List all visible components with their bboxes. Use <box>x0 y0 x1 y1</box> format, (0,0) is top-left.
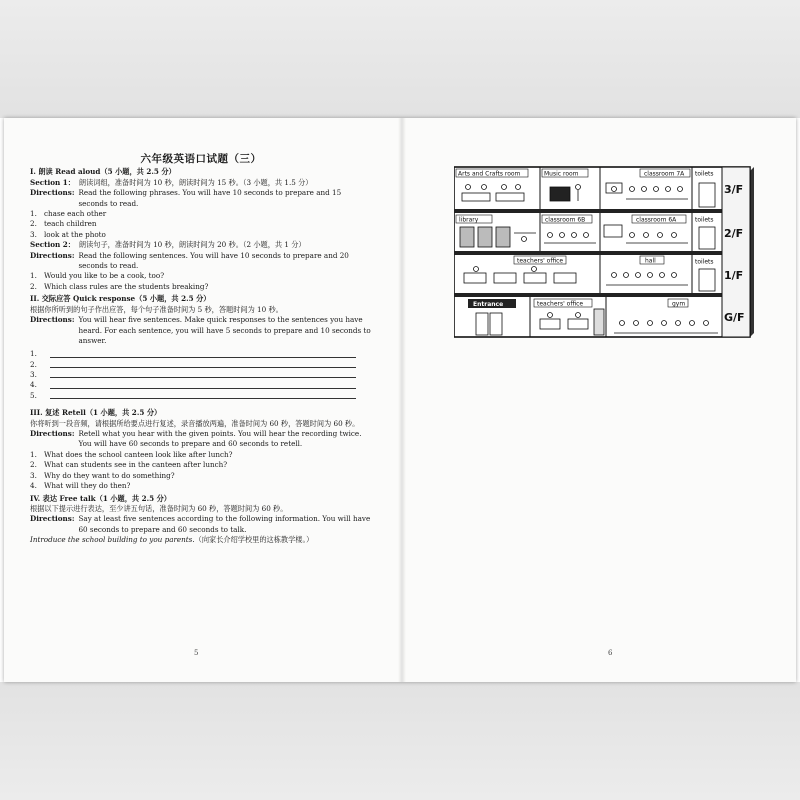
list-item <box>30 450 372 460</box>
answer-line[interactable] <box>30 380 372 390</box>
item-number: 1. <box>30 209 37 219</box>
directions-text: Read the following phrases. You will have 10 seconds to prepare and 15 seconds to read. <box>78 188 342 208</box>
page-number-right: 6 <box>608 649 613 657</box>
item-text: Which class rules are the students breaking? <box>44 281 209 291</box>
directions <box>30 188 372 209</box>
directions-label: Directions: <box>30 429 75 439</box>
list-item <box>30 460 372 470</box>
part-text: 朗读句子，准备时间为 10 秒，朗读时间为 20 秒。（2 小题，共 1 分） <box>78 240 306 250</box>
background-bottom <box>0 682 800 800</box>
directions-label: Directions: <box>30 315 75 325</box>
directions-text: Say at least five sentences according to the following information. You will have 60 seconds to prepare and 60 seconds to talk. <box>78 514 371 534</box>
list-item <box>30 209 372 219</box>
section-heading-retell: III. 复述 Retell（1 小题，共 2.5 分） <box>30 408 162 418</box>
section-heading-quick-response: II. 交际应答 Quick response（5 小题，共 2.5 分） <box>30 294 211 304</box>
list-item <box>30 230 372 240</box>
item-text: What will they do then? <box>44 481 131 491</box>
directions-text: Retell what you hear with the given points. You will hear the recording twice. You will have 60 seconds to prepare and 60 seconds to retell. <box>78 429 362 449</box>
section-heading-free-talk: IV. 表达 Free talk（1 小题，共 2.5 分） <box>30 493 171 503</box>
list-item <box>30 271 372 281</box>
section1-part1 <box>30 178 372 188</box>
write-line <box>50 398 356 399</box>
list-item <box>30 219 372 229</box>
directions-label: Directions: <box>30 514 75 524</box>
book-gutter <box>398 118 406 682</box>
directions <box>30 514 372 535</box>
answer-line[interactable] <box>30 391 372 401</box>
write-line <box>50 357 356 358</box>
item-number: 1. <box>30 271 37 281</box>
room-label-music: Music room <box>544 170 579 178</box>
page-title: 六年级英语口试题（三） <box>140 153 262 165</box>
room-label-toilets-2: toilets <box>695 258 714 266</box>
room-label-hall: hall <box>645 257 656 265</box>
floor-number-1f: 1/F <box>724 269 744 282</box>
room-label-6b: classroom 6B <box>545 216 586 224</box>
section-intro: 你将听到一段音频，请根据所给要点进行复述，录音播放两遍，准备时间为 60 秒，答题时间为 60 秒。 <box>30 418 360 428</box>
book-spread <box>4 118 796 682</box>
directions-text: Read the following sentences. You will have 10 seconds to prepare and 20 seconds to read. <box>78 250 349 271</box>
page-number-left: 5 <box>194 649 199 657</box>
room-label-gym: gym <box>672 300 686 308</box>
item-number: 3. <box>30 229 37 239</box>
room-label-entrance: Entrance <box>473 301 504 308</box>
free-talk-prompt <box>30 535 372 545</box>
floor-number-2f: 2/F <box>724 227 744 240</box>
directions-label: Directions: <box>30 188 75 198</box>
room-label-toilets-3: toilets <box>695 216 714 224</box>
room-label-6a: classroom 6A <box>636 216 677 224</box>
list-item <box>30 282 372 292</box>
item-number: 2. <box>30 460 37 470</box>
write-line <box>50 377 356 378</box>
room-label-toilets-4: toilets <box>695 170 714 178</box>
background-top <box>0 0 800 118</box>
write-line <box>50 388 356 389</box>
item-text: Why do they want to do something? <box>44 470 175 480</box>
prompt-chinese: （向家长介绍学校里的这栋教学楼。） <box>194 535 314 545</box>
answer-line[interactable] <box>30 360 372 370</box>
building-drawing <box>454 163 754 341</box>
directions <box>30 429 372 450</box>
list-item <box>30 471 372 481</box>
blank-number: 4. <box>30 380 37 390</box>
item-number: 2. <box>30 281 37 291</box>
room-label-teachers-office-1: teachers' office <box>537 300 584 308</box>
blank-number: 3. <box>30 370 37 380</box>
section-intro: 根据你所听到的句子作出应答，每个句子准备时间为 5 秒，答题时间为 10 秒。 <box>30 304 283 314</box>
room-label-7a: classroom 7A <box>644 170 685 178</box>
directions <box>30 315 372 346</box>
item-text: teach children <box>44 219 97 229</box>
item-text: What can students see in the canteen after lunch? <box>44 460 228 470</box>
directions-text: You will hear five sentences. Make quick responses to the sentences you have heard. For each sentence, you will have 5 seconds to prepare and 10 seconds to answer. <box>78 315 371 345</box>
school-building-illustration <box>454 163 754 341</box>
blank-number: 2. <box>30 359 37 369</box>
blank-number: 5. <box>30 390 37 400</box>
list-item <box>30 481 372 491</box>
section-intro: 根据以下提示进行表达，至少讲五句话，准备时间为 60 秒，答题时间为 60 秒。 <box>30 503 288 513</box>
room-label-teachers-office-2: teachers' office <box>517 257 564 265</box>
directions <box>30 251 372 272</box>
item-text: Would you like to be a cook, too? <box>44 271 165 281</box>
item-number: 2. <box>30 219 37 229</box>
answer-line[interactable] <box>30 349 372 359</box>
floor-number-gf: G/F <box>724 311 745 324</box>
item-number: 4. <box>30 481 37 491</box>
room-label-arts: Arts and Crafts room <box>458 170 521 178</box>
item-text: chase each other <box>44 209 107 219</box>
item-text: What does the school canteen look like after lunch? <box>44 449 233 459</box>
part-label: Section 2： <box>30 240 75 250</box>
prompt-english: Introduce the school building to you parents. <box>30 535 195 545</box>
section-heading-read-aloud: I. 朗读 Read aloud（5 小题，共 2.5 分） <box>30 167 176 177</box>
room-label-library: library <box>459 216 479 224</box>
write-line <box>50 367 356 368</box>
section1-part2 <box>30 240 372 250</box>
directions-label: Directions: <box>30 250 75 260</box>
left-page <box>30 154 372 546</box>
item-number: 1. <box>30 449 37 459</box>
blank-number: 1. <box>30 349 37 359</box>
part-text: 朗读词组，准备时间为 10 秒，朗读时间为 15 秒。（3 小题，共 1.5 分） <box>78 177 313 187</box>
item-text: look at the photo <box>44 229 106 239</box>
item-number: 3. <box>30 470 37 480</box>
answer-line[interactable] <box>30 370 372 380</box>
floor-number-3f: 3/F <box>724 183 744 196</box>
part-label: Section 1： <box>30 177 75 187</box>
